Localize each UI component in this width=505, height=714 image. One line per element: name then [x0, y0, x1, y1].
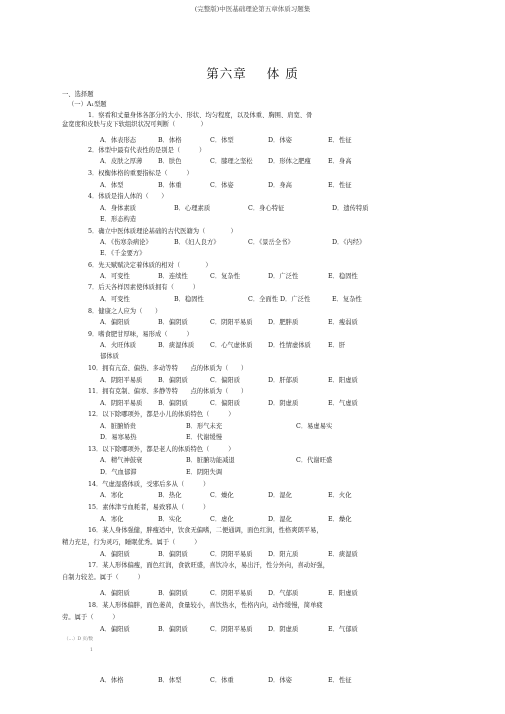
- option-row: [100, 319, 388, 327]
- option-row: [100, 590, 388, 598]
- answer-option: E．性征: [328, 677, 352, 684]
- answer-option: B．热化: [158, 492, 182, 499]
- answer-option: C．体型: [210, 137, 234, 144]
- answer-option: C．心气虚体质: [210, 342, 253, 349]
- option-row: [100, 423, 376, 431]
- answer-option: D．阴虚质: [268, 626, 299, 633]
- answer-option: B．偏阴质: [158, 626, 188, 633]
- answer-option: D．遗传特质: [332, 205, 369, 212]
- answer-option: C．体姿: [210, 182, 234, 189]
- option-row: E．形态构造: [100, 216, 137, 223]
- answer-option: E．火化: [328, 492, 352, 499]
- answer-option: A．脏腑娇贵: [100, 423, 137, 430]
- answer-option: C．阴阳平易质: [210, 626, 253, 633]
- answer-option: E．代谢缓慢: [186, 434, 223, 441]
- answer-option: E．阳虚质: [328, 590, 358, 597]
- option-row: [100, 551, 388, 559]
- question-text: 盆宽度和皮肤与皮下软组织状况可判断（ ）: [62, 121, 207, 128]
- question-text: 5．确立中医体质理论基础的古代医籍为（ ）: [88, 228, 237, 235]
- option-row: [100, 626, 388, 634]
- answer-option: C．代谢旺盛: [296, 457, 333, 464]
- answer-option: D．气血郁滞: [100, 469, 137, 476]
- answer-option: A．偏阳质: [100, 590, 130, 597]
- answer-option: D．广泛性: [268, 273, 299, 280]
- answer-option: A．阴阳平易质: [100, 377, 143, 384]
- option-row: [100, 516, 388, 524]
- answer-option: B．偏阴质: [158, 400, 188, 407]
- answer-option: C．全面性 D．广泛性: [248, 296, 311, 303]
- answer-option: B．连续性: [158, 273, 188, 280]
- page-footnote: （…）D 页/数: [64, 637, 94, 642]
- answer-option: B．偏阴质: [158, 319, 188, 326]
- answer-option: A．火旺体质: [100, 342, 137, 349]
- answer-option: E．身高: [328, 158, 352, 165]
- answer-option: A．体格: [100, 677, 124, 684]
- answer-option: B．偏阴质: [158, 590, 188, 597]
- option-row: [100, 239, 402, 247]
- question-text: 精力充足，行为灵巧，睡眠优秀。属于（ ）: [62, 539, 201, 546]
- chapter-title: [0, 64, 505, 82]
- option-row: [100, 677, 388, 685]
- answer-option: D．阳亢质: [268, 551, 299, 558]
- answer-option: C．《景岳全书》: [248, 239, 294, 246]
- question-text: 1．察看和丈量身体各部分的大小、形状、均匀程度，以及体重、胸围、肩宽、骨: [88, 112, 313, 119]
- answer-option: D．肥胖质: [268, 319, 299, 326]
- answer-option: E．肝: [328, 342, 346, 349]
- chapter-name: 体 质: [266, 66, 299, 81]
- question-text: 自制力较差。属于（ ）: [62, 574, 144, 581]
- answer-option: B．体型: [158, 677, 182, 684]
- option-row: 郁体质: [100, 353, 119, 360]
- answer-option: C．复杂性: [210, 273, 241, 280]
- answer-option: A．寒化: [100, 492, 124, 499]
- answer-option: E．气虚质: [328, 400, 358, 407]
- answer-option: C．阴阳平易质: [210, 551, 253, 558]
- answer-option: A．偏阳质: [100, 319, 130, 326]
- answer-option: D．气郁质: [268, 590, 299, 597]
- answer-option: B．体格: [158, 137, 182, 144]
- answer-option: C．偏阳质: [210, 400, 241, 407]
- answer-option: B．心理素质: [174, 205, 211, 212]
- answer-option: A．阴阳平易质: [100, 400, 143, 407]
- answer-option: D．易寒易热: [100, 434, 137, 441]
- answer-option: D．《内经》: [332, 239, 366, 246]
- answer-option: D．肝郁质: [268, 377, 299, 384]
- option-row: [100, 182, 388, 190]
- chapter-number: 第六章: [206, 66, 247, 81]
- answer-option: A．寒化: [100, 516, 124, 523]
- question-text: 10．拥有亢奋、偏热、多动等特 点的体质为（ ）: [88, 365, 248, 372]
- answer-option: A．体型: [100, 182, 124, 189]
- answer-option: E．性征: [328, 137, 352, 144]
- option-row: [100, 457, 376, 465]
- answer-option: D．湿化: [268, 516, 292, 523]
- answer-option: E．燥化: [328, 516, 352, 523]
- answer-option: A．可变性: [100, 273, 130, 280]
- option-row: [100, 273, 388, 281]
- question-text: 17．某人形体偏瘦，面色红润，食欲旺盛，喜饮冷水，易出汗，性分外向，喜动好强，: [88, 562, 329, 569]
- question-text: 6．先天赋赋决定着体质的相对（ ）: [88, 262, 212, 269]
- question-text: 11．拥有克制、偏寒、多静等特 点的体质为（ ）: [88, 388, 248, 395]
- answer-option: E．稳固性: [328, 273, 358, 280]
- option-row: [100, 342, 388, 350]
- question-text: 13．以下除哪项外，都是老人的体质特色（ ）: [88, 446, 235, 453]
- answer-option: C．身心特征: [248, 205, 285, 212]
- answer-option: E．阳虚质: [328, 377, 358, 384]
- answer-option: B．偏阴质: [158, 551, 188, 558]
- question-text: 2．体型中最有代表性的是别是（ ）: [88, 147, 206, 154]
- answer-option: E．瘦弱质: [328, 319, 358, 326]
- answer-option: E．痰湿质: [328, 551, 358, 558]
- question-text: 15．素体津亏血耗者，易致邪从（ ）: [88, 504, 210, 511]
- question-text: 12．以下除哪项外，都是小儿的体质特色（ ）: [88, 411, 235, 418]
- answer-option: B．偏阴质: [158, 377, 188, 384]
- answer-option: E．性征: [328, 182, 352, 189]
- answer-option: E．复杂性: [332, 296, 362, 303]
- question-text: 18．某人形体偏胖，面色萎黄，食量较小，喜饮热水，性格内向，动作缓慢，简单疲: [88, 602, 323, 609]
- answer-option: D．湿化: [268, 492, 292, 499]
- answer-option: D．形体之肥瘦: [268, 158, 311, 165]
- subsection-heading: （一）A₁型题: [68, 101, 107, 108]
- section-heading: 一、选择题: [62, 91, 94, 98]
- answer-option: B．脏腑功能减退: [186, 457, 235, 464]
- answer-option: A．《伤寒杂病论》: [100, 239, 152, 246]
- answer-option: B．《妇人良方》: [174, 239, 220, 246]
- answer-option: D．体姿: [268, 677, 292, 684]
- option-row: [100, 158, 388, 166]
- option-row: [100, 377, 388, 385]
- answer-option: A．皮肤之厚薄: [100, 158, 143, 165]
- answer-option: C．阴阳平易质: [210, 319, 253, 326]
- answer-option: D．阴虚质: [268, 400, 299, 407]
- question-text: 9．嗜食肥甘厚味，易形成（ ）: [88, 331, 193, 338]
- answer-option: B．体重: [158, 182, 182, 189]
- answer-option: E．阴阳失调: [186, 469, 223, 476]
- question-text: 14．气虚湿盛体质，受邪后多从（ ）: [88, 481, 210, 488]
- answer-option: C．易虚易实: [296, 423, 333, 430]
- answer-option: C．燥化: [210, 492, 234, 499]
- answer-option: A．身体素质: [100, 205, 137, 212]
- question-text: 16．某人身体强健，胖瘦适中，饮食无偏嗜，二便通调，面色红润，性格爽朗平易，: [88, 527, 323, 534]
- question-text: 3．权衡体格的重要指标是（ ）: [88, 170, 193, 177]
- page-number: 1: [90, 648, 93, 653]
- question-text: 7．后天各样因素使体质拥有（ ）: [88, 284, 200, 291]
- option-row: E．《千金要方》: [100, 250, 146, 257]
- answer-option: C．偏阳质: [210, 377, 241, 384]
- answer-option: A．偏阳质: [100, 551, 130, 558]
- answer-option: B．痰湿体质: [158, 342, 195, 349]
- question-text: 劳。属于（ ）: [62, 614, 119, 621]
- answer-option: A．体表形态: [100, 137, 137, 144]
- option-row: [100, 400, 388, 408]
- question-text: 8．健康之人应为（ ）: [88, 308, 162, 315]
- option-row: [100, 469, 266, 477]
- question-text: 4．体质是指人体的（ ）: [88, 193, 168, 200]
- answer-option: C．体重: [210, 677, 234, 684]
- answer-option: D．身高: [268, 182, 292, 189]
- answer-option: B．稳固性: [174, 296, 204, 303]
- option-row: [100, 492, 388, 500]
- answer-option: C．阴阳平易质: [210, 590, 253, 597]
- document-header: (完整版)中医基础理论第五章体质习题集: [194, 5, 311, 13]
- answer-option: A．可变性: [100, 296, 130, 303]
- answer-option: B．形气未充: [186, 423, 223, 430]
- answer-option: B．实化: [158, 516, 182, 523]
- answer-option: A．偏阳质: [100, 626, 130, 633]
- option-row: [100, 296, 402, 304]
- answer-option: C．膝理之坚松: [210, 158, 253, 165]
- answer-option: B．肤色: [158, 158, 182, 165]
- option-row: [100, 205, 402, 213]
- answer-option: A．精气神鼓衰: [100, 457, 143, 464]
- answer-option: D．体姿: [268, 137, 292, 144]
- answer-option: C．虚化: [210, 516, 234, 523]
- answer-option: D．性情虚体质: [268, 342, 311, 349]
- option-row: [100, 434, 266, 442]
- answer-option: E．气郁质: [328, 626, 358, 633]
- option-row: [100, 137, 388, 145]
